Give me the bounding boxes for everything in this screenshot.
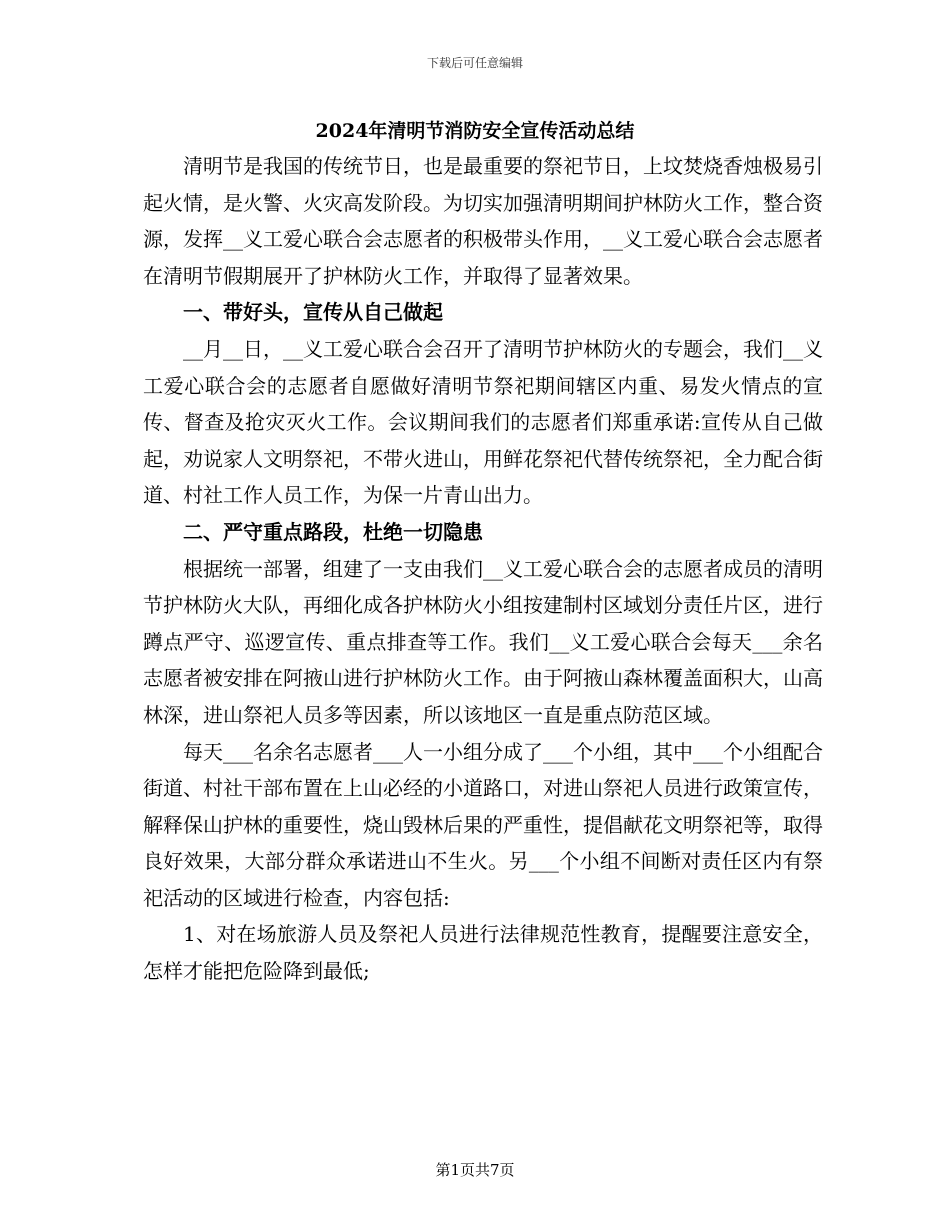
section-1-paragraph: __月__日，__义工爱心联合会召开了清明节护林防火的专题会，我们__义工爱心联合会的志愿者自愿做好清明节祭祀期间辖区内重、易发火情点的宣传、督查及抢灾灭火工作。会议期间我们的志愿者们郑重承诺:宣传从自己做起，劝说家人文明祭祀，不带火进山，用鲜花祭祀代替传统祭祀，全力配合街道、村社工作人员工作，为保一片青山出力。: [143, 336, 823, 508]
section-2-paragraph-1: 根据统一部署，组建了一支由我们__义工爱心联合会的志愿者成员的清明节护林防火大队，再细化成各护林防火小组按建制村区域划分责任片区，进行蹲点严守、巡逻宣传、重点排查等工作。我们__义工爱心联合会每天___余名志愿者被安排在阿掖山进行护林防火工作。由于阿掖山森林覆盖面积大，山高林深，进山祭祀人员多等因素，所以该地区一直是重点防范区域。: [143, 556, 823, 727]
section-heading-1: 一、带好头，宣传从自己做起: [183, 300, 443, 325]
intro-paragraph: 清明节是我国的传统节日，也是最重要的祭祀节日，上坟焚烧香烛极易引起火情，是火警、火灾高发阶段。为切实加强清明期间护林防火工作，整合资源，发挥__义工爱心联合会志愿者的积极带头作用，__义工爱心联合会志愿者在清明节假期展开了护林防火工作，并取得了显著效果。: [143, 154, 823, 288]
header-note: 下载后可任意编辑: [426, 56, 523, 70]
document-title: 2024年清明节消防安全宣传活动总结: [315, 120, 635, 142]
list-item-1: 1、对在场旅游人员及祭祀人员进行法律规范性教育，提醒要注意安全，怎样才能把危险降到最低;: [143, 922, 823, 984]
document-body: [143, 148, 823, 990]
section-heading-2: 二、严守重点路段，杜绝一切隐患: [183, 519, 483, 544]
section-2-paragraph-2: 每天___名余名志愿者___人一小组分成了___个小组，其中___个小组配合街道、村社干部布置在上山必经的小道路口，对进山祭祀人员进行政策宣传，解释保山护林的重要性，烧山毁林后果的严重性，提倡献花文明祭祀等，取得良好效果，大部分群众承诺进山不生火。另___个小组不间断对责任区内有祭祀活动的区域进行检查，内容包括:: [143, 739, 823, 910]
page-number: 第1页共7页: [435, 1161, 515, 1179]
